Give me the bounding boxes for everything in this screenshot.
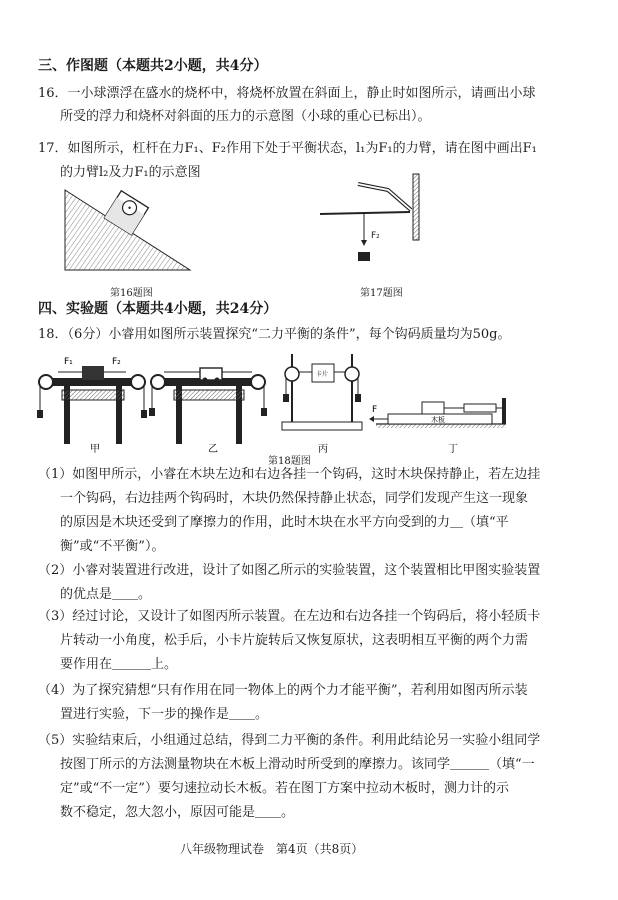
- q18-p2-l1: （2）小睿对装置进行改进，设计了如图乙所示的实验装置，这个装置相比甲图实验装置: [38, 563, 541, 578]
- fig16-incline-beaker: [60, 185, 200, 275]
- fig17-f2-label: F₂: [371, 231, 380, 241]
- fig18-card-label: 卡片: [316, 371, 329, 378]
- q18-intro: 18．（6分）小睿用如图所示装置探究“二力平衡的条件”，每个钩码质量均为50g。: [38, 327, 511, 342]
- fig17-lever: [318, 172, 428, 272]
- fig18-bing: [282, 354, 362, 430]
- fig18-f2-label: F₂: [112, 357, 121, 367]
- fig18-label-bing: 丙: [318, 444, 328, 455]
- fig18-apparatus: [36, 350, 506, 458]
- fig18-board-label: 木板: [431, 416, 445, 424]
- fig18-jia: [37, 357, 147, 444]
- q18-p3-l3: 要作用在＿＿＿上。: [60, 657, 178, 672]
- q18-p5-l2: 按图丁所示的方法测量物块在木板上滑动时所受到的摩擦力。该同学＿＿＿（填“一: [60, 757, 535, 772]
- fig17-caption: 第17题图: [360, 288, 403, 299]
- q18-p1-l2: 一个钩码，右边挂两个钩码时，木块仍然保持静止状态，同学们发现产生这一现象: [60, 491, 529, 506]
- fig16-caption: 第16题图: [110, 288, 153, 299]
- fig18-ding: [369, 398, 506, 428]
- q18-p3-l2: 片转动一小角度，松手后，小卡片旋转后又恢复原状，这表明相互平衡的两个力需: [60, 633, 529, 648]
- fig18-caption: 第18题图: [268, 456, 311, 467]
- q18-p5-l3: 定”或“不一定”）要匀速拉动长木板。若在图丁方案中拉动木板时，测力计的示: [60, 781, 509, 796]
- fig18-label-yi: 乙: [208, 444, 218, 455]
- q18-p1-l1: （1）如图甲所示，小睿在木块左边和右边各挂一个钩码，这时木块保持静止，若左边挂: [38, 467, 541, 482]
- fig18-label-jia: 甲: [90, 444, 100, 455]
- q18-p2-l2: 的优点是＿＿。: [60, 587, 152, 602]
- q18-p5-l1: （5）实验结束后，小组通过总结，得到二力平衡的条件。利用此结论另一实验小组同学: [38, 733, 541, 748]
- fig18-yi: [149, 368, 267, 444]
- q17-line2: 的力臂l₂及力F₁的示意图: [60, 165, 201, 180]
- q18-p3-l1: （3）经过讨论，又设计了如图丙所示装置。在左边和右边各挂一个钩码后，将小轻质卡: [38, 609, 541, 624]
- q18-p4-l1: （4）为了探究猜想“只有作用在同一物体上的两个力才能平衡”，若利用如图丙所示装: [38, 683, 528, 698]
- q18-p1-l4: 衡”或“不平衡”）。: [60, 539, 165, 554]
- fig18-f-label: F: [372, 405, 378, 415]
- q16-line2: 所受的浮力和烧杯对斜面的压力的示意图（小球的重心已标出）。: [60, 109, 431, 124]
- section3-heading: 三、作图题（本题共2小题，共4分）: [38, 58, 268, 74]
- q17-line1: 17．如图所示，杠杆在力F₁、F₂作用下处于平衡状态，l₁为F₁的力臂，请在图中画出F₁: [38, 141, 537, 156]
- section4-heading: 四、实验题（本题共4小题，共24分）: [38, 301, 278, 317]
- fig18-label-ding: 丁: [448, 444, 458, 455]
- fig18-f1-label: F₁: [64, 357, 73, 367]
- page-footer: 八年级物理试卷 第4页（共8页）: [180, 842, 364, 856]
- q18-p1-l3: 的原因是木块还受到了摩擦力的作用，此时木块在水平方向受到的力＿（填“平: [60, 515, 509, 530]
- q18-p5-l4: 数不稳定，忽大忽小，原因可能是＿＿。: [60, 805, 295, 820]
- q16-line1: 16．一小球漂浮在盛水的烧杯中，将烧杯放置在斜面上，静止时如图所示，请画出小球: [38, 86, 536, 101]
- q18-p4-l2: 置进行实验，下一步的操作是＿＿。: [60, 707, 269, 722]
